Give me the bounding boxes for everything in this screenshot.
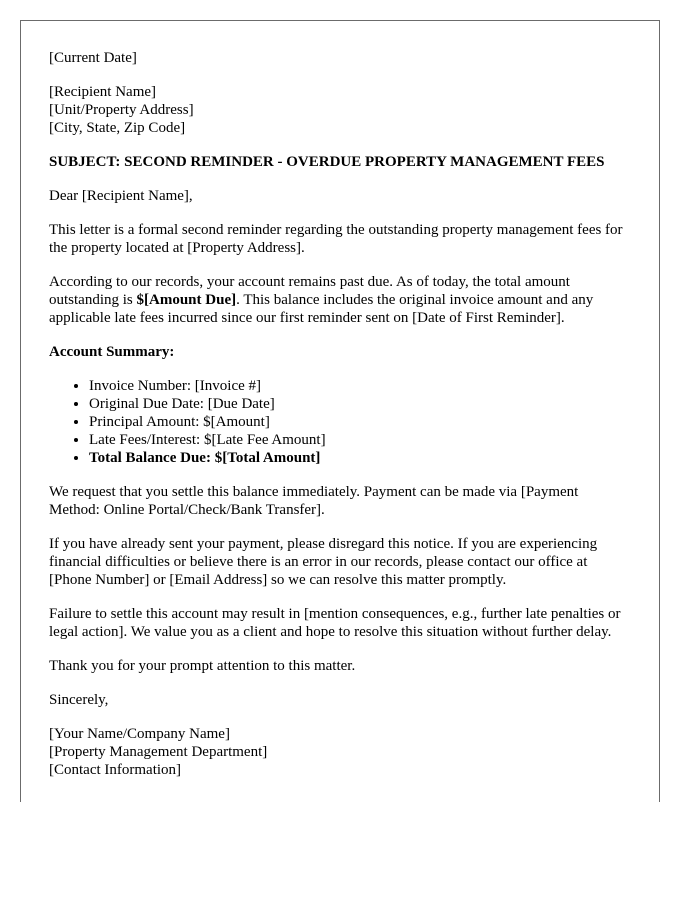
- recipient-name: [Recipient Name]: [49, 84, 157, 100]
- signature-name: [Your Name/Company Name]: [49, 726, 230, 742]
- paragraph-thanks: Thank you for your prompt attention to this matter.: [49, 658, 356, 674]
- summary-item-late-fees: • Late Fees/Interest: $[Late Fee Amount]: [89, 431, 631, 449]
- amount-due: $[Amount Due]: [136, 292, 237, 308]
- paragraph-consequences: Failure to settle this account may result in [mention consequences, e.g., further late penalties or legal action]. We value you as a client and hope to resolve this situation without further delay.: [49, 606, 621, 640]
- summary-item-principal: • Principal Amount: $[Amount]: [89, 413, 631, 431]
- letter-closing: Sincerely,: [49, 692, 109, 708]
- account-summary-list: [49, 377, 631, 467]
- signature-block: [49, 725, 631, 779]
- letter-greeting: Dear [Recipient Name],: [49, 188, 193, 204]
- paragraph-intro: This letter is a formal second reminder regarding the outstanding property management fees for the property located at [Property Address].: [49, 222, 623, 256]
- summary-item-invoice-number: • Invoice Number: [Invoice #]: [89, 377, 631, 395]
- letter-page: [20, 20, 660, 802]
- paragraph-disregard: If you have already sent your payment, please disregard this notice. If you are experiencing financial difficulties or believe there is an error in our records, please contact our office at [Phone Number] or [Email Address] so we can resolve this matter promptly.: [49, 536, 598, 588]
- paragraph-balance-after: . This balance includes the original invoice amount and any applicable late fees incurred since our first reminder sent on [Date of First Reminder].: [49, 292, 594, 326]
- letter-content: [21, 21, 659, 779]
- letter-subject: SUBJECT: SECOND REMINDER - OVERDUE PROPERTY MANAGEMENT FEES: [49, 154, 605, 170]
- recipient-address: [Unit/Property Address]: [49, 102, 194, 118]
- letter-date: [Current Date]: [49, 50, 137, 66]
- paragraph-balance-before: According to our records, your account remains past due. As of today, the total amount outstanding is: [49, 274, 570, 308]
- account-summary-heading: Account Summary:: [49, 344, 175, 360]
- recipient-block: [49, 83, 631, 137]
- recipient-city: [City, State, Zip Code]: [49, 120, 186, 136]
- summary-item-total: • Total Balance Due: $[Total Amount]: [89, 449, 631, 467]
- paragraph-payment-request: We request that you settle this balance immediately. Payment can be made via [Payment Method: Online Portal/Check/Bank Transfer].: [49, 484, 579, 518]
- signature-department: [Property Management Department]: [49, 744, 268, 760]
- signature-contact: [Contact Information]: [49, 762, 182, 778]
- summary-item-due-date: • Original Due Date: [Due Date]: [89, 395, 631, 413]
- paragraph-balance: [49, 273, 631, 327]
